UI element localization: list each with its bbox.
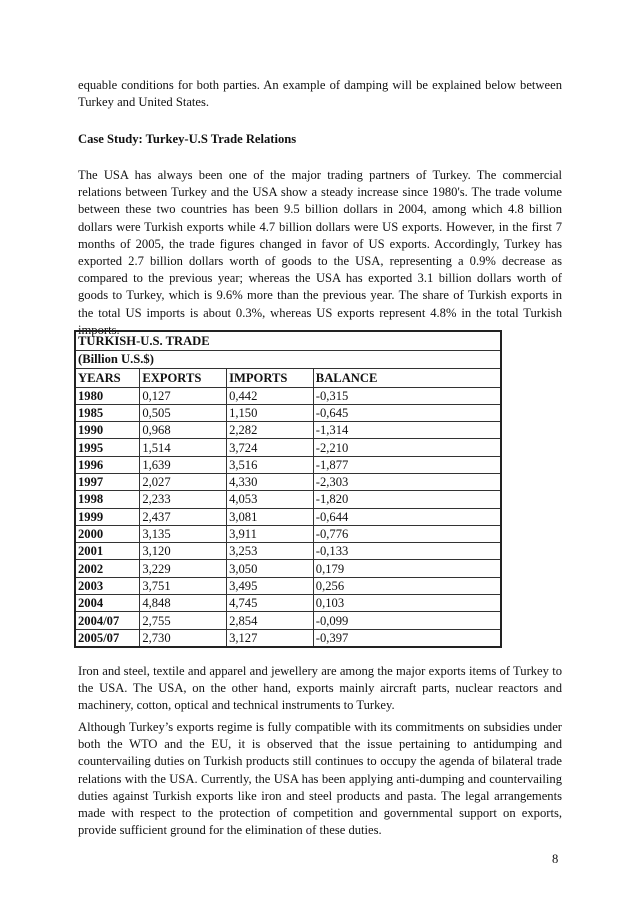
value-cell: 0,968 — [140, 422, 227, 439]
year-cell: 1996 — [75, 456, 140, 473]
column-header: BALANCE — [313, 369, 501, 388]
value-cell: 2,854 — [227, 612, 314, 629]
table-row — [75, 560, 501, 577]
value-cell: 0,505 — [140, 404, 227, 421]
table-row — [75, 439, 501, 456]
value-cell: -0,315 — [313, 387, 501, 404]
table-row — [75, 595, 501, 612]
value-cell: 4,053 — [227, 491, 314, 508]
page-number: 8 — [552, 852, 559, 866]
value-cell: 0,442 — [227, 387, 314, 404]
value-cell: 2,437 — [140, 508, 227, 525]
trade-table — [74, 330, 502, 648]
value-cell: -0,776 — [313, 525, 501, 542]
value-cell: 3,229 — [140, 560, 227, 577]
value-cell: 1,150 — [227, 404, 314, 421]
column-header: IMPORTS — [227, 369, 314, 388]
value-cell: 3,135 — [140, 525, 227, 542]
value-cell: 3,751 — [140, 577, 227, 594]
table-row — [75, 577, 501, 594]
year-cell: 2002 — [75, 560, 140, 577]
table-row — [75, 422, 501, 439]
year-cell: 2005/07 — [75, 629, 140, 647]
value-cell: 3,253 — [227, 543, 314, 560]
table-title-row — [75, 331, 501, 350]
value-cell: 0,179 — [313, 560, 501, 577]
table-unit-row — [75, 350, 501, 369]
value-cell: 2,730 — [140, 629, 227, 647]
trade-relations-paragraph: The USA has always been one of the major trading partners of Turkey. The commercial relations between Turkey and the USA show a steady increase since 1980's. The trade volume between these two countries has been 9.5 billion dollars in 2004, among which 4.8 billion dollars were Turkish exports while 4.7 billion dollars were US exports. However, in the first 7 months of 2005, the trade figures changed in favor of US exports. Accordingly, Turkey has exported 2.7 billion dollars worth of goods to the USA, representing a 0.9% decrease as compared to the previous year; whereas the USA has exported 3.1 billion dollars worth of goods to Turkey, which is 9.6% more than the previous year. The share of Turkish exports in the total US imports is about 0.3%, whereas US exports represent 4.8% in the total Turkish imports. — [78, 168, 562, 337]
table-row — [75, 525, 501, 542]
year-cell: 1995 — [75, 439, 140, 456]
value-cell: 1,639 — [140, 456, 227, 473]
value-cell: 0,256 — [313, 577, 501, 594]
value-cell: -0,099 — [313, 612, 501, 629]
value-cell: -1,314 — [313, 422, 501, 439]
year-cell: 1999 — [75, 508, 140, 525]
year-cell: 2004 — [75, 595, 140, 612]
value-cell: -1,877 — [313, 456, 501, 473]
table-unit: (Billion U.S.$) — [75, 350, 501, 369]
value-cell: 3,081 — [227, 508, 314, 525]
table-row — [75, 612, 501, 629]
table-row — [75, 456, 501, 473]
section-heading: Case Study: Turkey-U.S Trade Relations — [78, 132, 297, 146]
value-cell: -0,645 — [313, 404, 501, 421]
value-cell: 2,755 — [140, 612, 227, 629]
antidumping-paragraph: Although Turkey’s exports regime is fully compatible with its commitments on subsidies under both the WTO and the EU, it is observed that the issue pertaining to antidumping and countervailing duties on Turkish products still continues to occupy the agenda of bilateral trade relations with the USA. Currently, the USA has been applying anti-dumping and countervailing duties against Turkish exports like iron and steel products and pasta. The legal arrangements made with respect to the protection of competition and governmental support on exports, provide sufficient ground for the elimination of these duties. — [78, 720, 562, 838]
table-row — [75, 543, 501, 560]
value-cell: -0,397 — [313, 629, 501, 647]
value-cell: -2,303 — [313, 473, 501, 490]
year-cell: 2000 — [75, 525, 140, 542]
year-cell: 1998 — [75, 491, 140, 508]
year-cell: 1985 — [75, 404, 140, 421]
exports-items-paragraph: Iron and steel, textile and apparel and jewellery are among the major exports items of Turkey to the USA. The USA, on the other hand, exports mainly aircraft parts, nuclear reactors and machinery, cotton, optical and technical instruments to Turkey. — [78, 664, 562, 713]
value-cell: 3,911 — [227, 525, 314, 542]
value-cell: 3,127 — [227, 629, 314, 647]
table-row — [75, 508, 501, 525]
value-cell: 3,120 — [140, 543, 227, 560]
value-cell: 2,282 — [227, 422, 314, 439]
column-header: EXPORTS — [140, 369, 227, 388]
value-cell: 3,495 — [227, 577, 314, 594]
year-cell: 2003 — [75, 577, 140, 594]
value-cell: 0,127 — [140, 387, 227, 404]
year-cell: 1997 — [75, 473, 140, 490]
value-cell: 4,330 — [227, 473, 314, 490]
table-row — [75, 491, 501, 508]
value-cell: -0,644 — [313, 508, 501, 525]
value-cell: 3,050 — [227, 560, 314, 577]
value-cell: 1,514 — [140, 439, 227, 456]
table-title: TURKISH-U.S. TRADE — [75, 331, 501, 350]
year-cell: 2004/07 — [75, 612, 140, 629]
year-cell: 2001 — [75, 543, 140, 560]
value-cell: 2,027 — [140, 473, 227, 490]
table-header-row — [75, 369, 501, 388]
table-row — [75, 473, 501, 490]
value-cell: 2,233 — [140, 491, 227, 508]
value-cell: 3,516 — [227, 456, 314, 473]
table-row — [75, 629, 501, 647]
value-cell: 4,848 — [140, 595, 227, 612]
value-cell: 0,103 — [313, 595, 501, 612]
column-header: YEARS — [75, 369, 140, 388]
value-cell: -1,820 — [313, 491, 501, 508]
value-cell: -0,133 — [313, 543, 501, 560]
year-cell: 1990 — [75, 422, 140, 439]
table-row — [75, 387, 501, 404]
intro-paragraph: equable conditions for both parties. An example of damping will be explained below between Turkey and United States. — [78, 78, 562, 110]
value-cell: -2,210 — [313, 439, 501, 456]
table-row — [75, 404, 501, 421]
value-cell: 3,724 — [227, 439, 314, 456]
year-cell: 1980 — [75, 387, 140, 404]
value-cell: 4,745 — [227, 595, 314, 612]
